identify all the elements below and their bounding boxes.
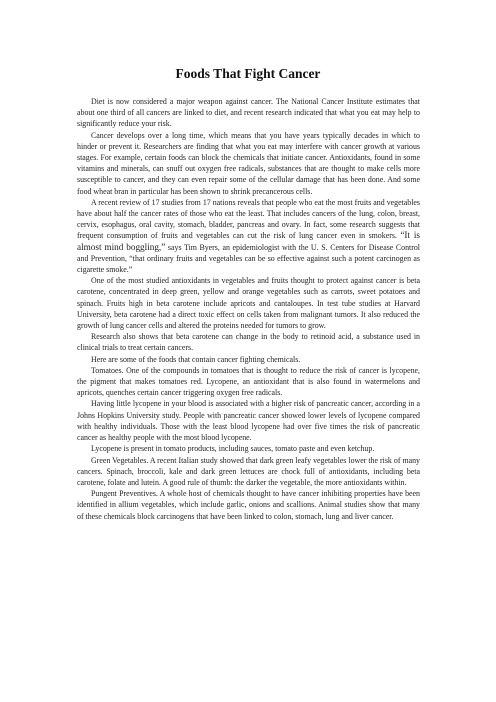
paragraph-3-text-before: A recent review of 17 studies from 17 nations reveals that people who eat the most fruits and vegetables have about half the cancer rates of those who eat the least. That includes cancers of the lung, colon, breast, cervix, esophagus, oral cavity, stomach, bladder, pancreas and ovary. In fact, some research suggests that frequent consumption of fruits and vegetables can cut the risk of lung cancer even in smokers. xyxy=(77,197,420,241)
paragraph-6: Here are some of the foods that contain cancer fighting chemicals. xyxy=(91,354,301,364)
paragraph-1: Diet is now considered a major weapon against cancer. The National Cancer Institute estimates that about one third of all cancers are linked to diet, and recent research indicated that what you eat may help to significantly reduce your risk. xyxy=(77,97,420,129)
article-body xyxy=(77,96,420,522)
paragraph-8: Having little lycopene in your blood is associated with a higher risk of pancreatic cancer, according in a Johns Hopkins University study. People with pancreatic cancer showed lower levels of lycopene compared with healthy individuals. Those with the least blood lycopene had over five times the risk of pancreatic cancer as healthy people with the most blood lycopene. xyxy=(77,399,420,443)
paragraph-10: Green Vegetables. A recent Italian study showed that dark green leafy vegetables lower the risk of many cancers. Spinach, broccoli, kale and dark green lettuces are chock full of antioxidants, including beta carotene, folate and lutein. A good rule of thumb: the darker the vegetable, the more antioxidants within. xyxy=(77,455,420,487)
paragraph-3-quote: “It is almost mind boggling,” xyxy=(77,230,420,252)
paragraph-3 xyxy=(77,197,420,275)
paragraph-9: Lycopene is present in tomato products, including sauces, tomato paste and even ketchup. xyxy=(91,444,375,454)
paragraph-11: Pungent Preventives. A whole host of chemicals thought to have cancer inhibiting properties have been identified in allium vegetables, which include garlic, onions and scallions. Animal studies show that many of these chemicals block carcinogens that have been linked to colon, stomach, lung and liver cancer. xyxy=(77,489,420,521)
paragraph-7: Tomatoes. One of the compounds in tomatoes that is thought to reduce the risk of cancer is lycopene, the pigment that makes tomatoes red. Lycopene, an antioxidant that is also found in watermelons and apricots, quenches certain cancer triggering oxygen free radicals. xyxy=(77,365,420,398)
paragraph-3-text-after: says Tim Byers, an epidemiologist with the U. S. Centers for Disease Control and Prevention, “that ordinary fruits and vegetables can be so effective against such a potent carcinogen as cigarette smoke.” xyxy=(77,242,420,275)
paragraph-5: Research also shows that beta carotene can change in the body to retinoid acid, a substance used in clinical trials to treat certain cancers. xyxy=(77,332,420,353)
page-title: Foods That Fight Cancer xyxy=(175,66,321,81)
paragraph-2: Cancer develops over a long time, which means that you have years typically decades in which to hinder or prevent it. Researchers are finding that what you eat may interfere with cancer growth at various stages. For example, certain foods can block the chemicals that initiate cancer. Antioxidants, found in some vitamins and minerals, can snuff out oxygen free radicals, substances that are thought to make cells more susceptible to cancer, and they can even repair some of the cellular damage that has been done. And some food wheat bran in particular has been shown to shrink precancerous cells. xyxy=(77,130,420,196)
paragraph-4: One of the most studied antioxidants in vegetables and fruits thought to protect against cancer is beta carotene, concentrated in deep green, yellow and orange vegetables such as carrots, sweet potatoes and spinach. Fruits high in beta carotene include apricots and cantaloupes. In test tube studies at Harvard University, beta carotene had a direct toxic effect on cells taken from malignant tumors. It also reduced the growth of lung cancer cells and altered the proteins needed for tumors to grow. xyxy=(77,276,420,331)
